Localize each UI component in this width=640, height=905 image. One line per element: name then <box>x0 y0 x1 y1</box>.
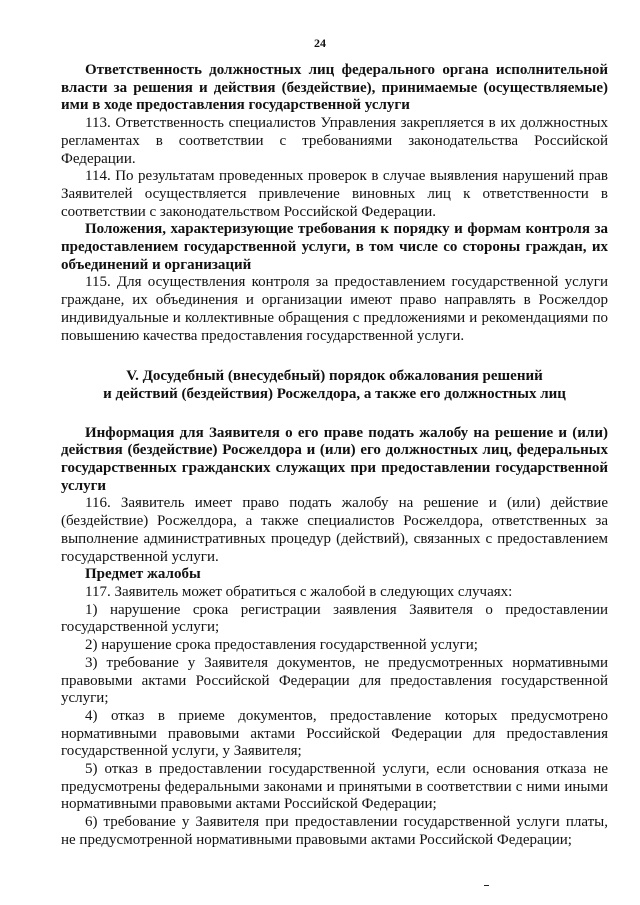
list-item-3: 3) требование у Заявителя документов, не предусмотренных нормативными правовыми актами Российской Федерации для предоставления государственной услуги; <box>61 654 608 707</box>
document-body <box>61 62 608 850</box>
page-number: 24 <box>314 36 326 50</box>
paragraph-117: 117. Заявитель может обратиться с жалобой в следующих случаях: <box>85 583 513 600</box>
paragraph-115: 115. Для осуществления контроля за предоставлением государственной услуги граждане, их объединения и организации имеют право направлять в Росжелдор индивидуальные и коллективные обращения с предложениями и рекомендациями по повышению качества предоставления государственной услуги. <box>61 274 608 344</box>
heading-complaint-subject: Предмет жалобы <box>85 566 201 583</box>
paragraph-114: 114. По результатам проведенных проверок в случае выявления нарушений прав Заявителей осуществляется привлечение виновных лиц к ответственности в соответствии с законодательством Российской Федерации. <box>61 168 608 220</box>
list-item-5: 5) отказ в предоставлении государственной услуги, если основания отказа не предусмотрены федеральными законами и принятыми в соответствии с ними иными нормативными правовыми актами Российской Федерации; <box>61 761 608 813</box>
list-item-2: 2) нарушение срока предоставления государственной услуги; <box>85 637 478 654</box>
scan-mark <box>484 885 489 886</box>
section-v-title-line2: и действий (бездействия) Росжелдора, а также его должностных лиц <box>103 385 566 402</box>
section-v-title-line1: V. Досудебный (внесудебный) порядок обжалования решений <box>126 368 543 385</box>
list-item-4: 4) отказ в приеме документов, предоставление которых предусмотрено нормативными правовыми актами Российской Федерации для предоставления государственной услуги, у Заявителя; <box>61 707 608 760</box>
heading-control-requirements: Положения, характеризующие требования к порядку и формам контроля за предоставлением государственной услуги, в том числе со стороны граждан, их объединений и организаций <box>61 221 608 273</box>
paragraph-113: 113. Ответственность специалистов Управления закрепляется в их должностных регламентах в соответствии с требованиями законодательства Российской Федерации. <box>61 115 608 167</box>
list-item-1: 1) нарушение срока регистрации заявления Заявителя о предоставлении государственной услуги; <box>61 601 608 636</box>
heading-complaint-info: Информация для Заявителя о его праве подать жалобу на решение и (или) действия (бездействие) Росжелдора и (или) его должностных лиц, федеральных государственных гражданских служащих при предоставлении государственной услуги <box>61 424 608 494</box>
list-item-6: 6) требование у Заявителя при предоставлении государственной услуги платы, не предусмотренной нормативными правовыми актами Российской Федерации; <box>61 814 608 848</box>
paragraph-116: 116. Заявитель имеет право подать жалобу на решение и (или) действие (бездействие) Росжелдора, а также специалистов Росжелдора, ответственных за выполнение административных процедур (действий), связанных с предоставлением государственной услуги. <box>61 495 608 565</box>
heading-responsibility: Ответственность должностных лиц федерального органа исполнительной власти за решения и действия (бездействие), принимаемые (осуществляемые) ими в ходе предоставления государственной услуги <box>61 62 608 114</box>
